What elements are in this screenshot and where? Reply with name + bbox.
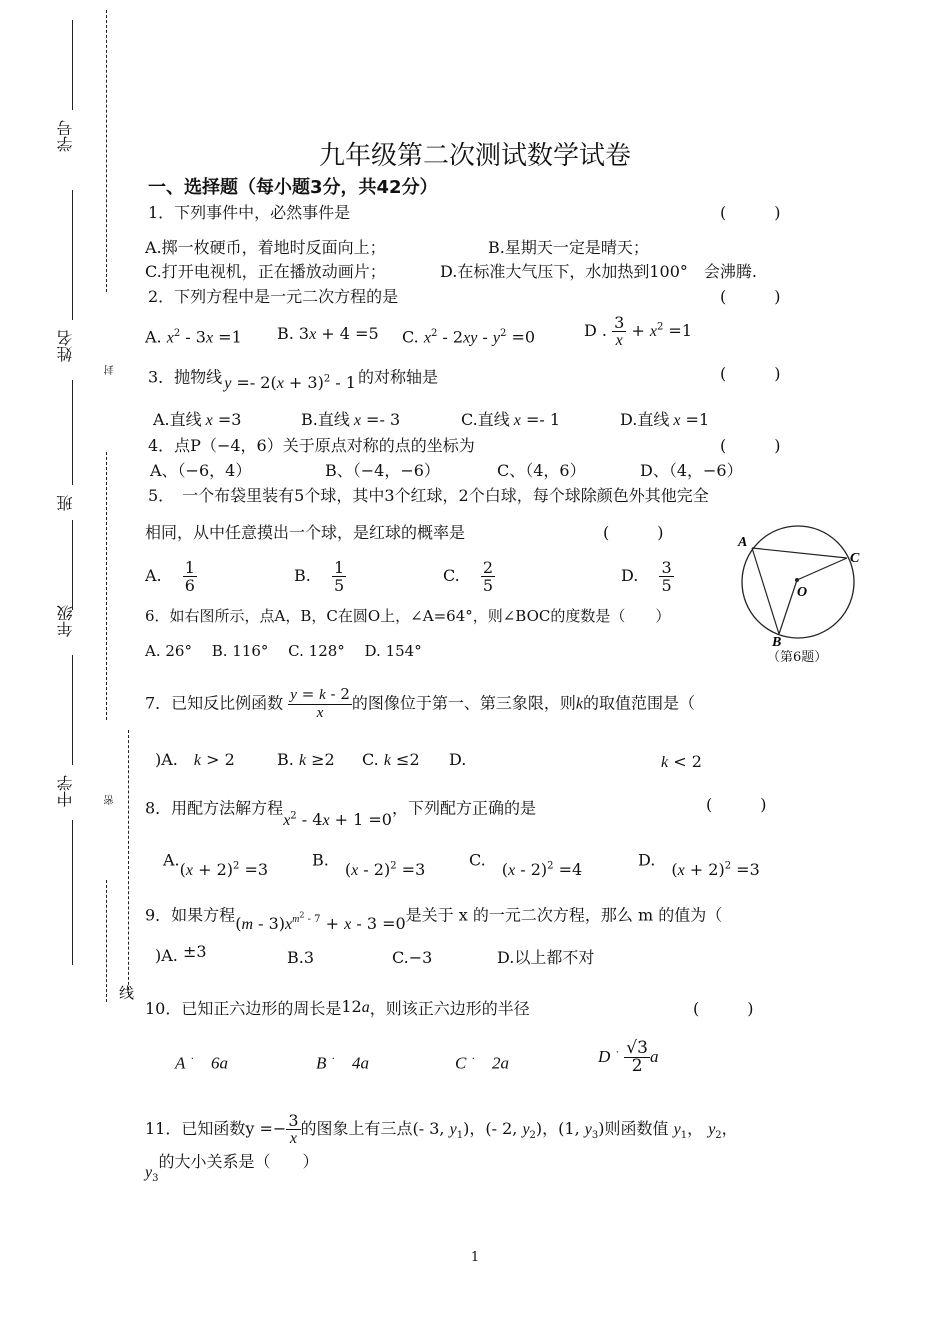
q5-option-d: D. $\frac{3}{5}$ [621,558,672,595]
q9-option-b: B.3 [287,948,315,967]
section-heading: 一、选择题（每小题3分，共42分） [148,177,438,198]
q1-option-c: C.打开电视机，正在播放动画片； [145,262,386,281]
q10-stem: 10．已知正六边形的周长是12a，则该正六边形的半径 [145,997,530,1018]
q7-option-c: C. k ≤2 [362,750,420,769]
q5-option-b: B. $\frac{1}{5}$ [294,558,345,595]
seal-char: 密 [105,795,116,805]
q8-stem: 8．用配方法解方程$x^2 - 4x + 1 =0$，下列配方正确的是 [145,798,536,830]
q3-option-d: D.直线 x =1 [620,410,710,429]
label-grade: 年级 [56,605,75,637]
q1-option-b: B.星期天一定是晴天； [488,238,649,257]
field-line [72,20,73,110]
q9-option-a: )A. ±3 [155,942,207,965]
q6-options: A. 26° B. 116° C. 128° D. 154° [145,642,422,660]
q10-option-a: A · 6a [175,1053,228,1073]
q8-option-c: C. (x - 2)$^2$ =4 [469,850,583,880]
q7-option-b: B. k ≥2 [277,750,335,769]
q3-option-a: A.直线 x =3 [153,410,242,429]
field-line [72,820,73,965]
point-label-o: O [797,585,808,600]
seal-dashed-line [128,730,129,995]
q4-option-b: B、（−4，−6） [325,461,440,480]
q10-option-c: C · 2a [455,1053,509,1073]
q3-stem: 3．抛物线 $y =- 2(x + 3)^2 - 1$ 的对称轴是 [148,367,438,393]
q9-option-c: C.−3 [392,948,433,967]
q5-option-a: A. $\frac{1}{6}$ [145,558,195,595]
q10-option-d: D · $\frac{√3}{2}$ a [598,1038,659,1076]
label-class: 班 [56,495,75,511]
point-label-c: C [850,551,860,566]
q4-option-d: D、（4，−6） [640,461,743,480]
q7-option-d: D. [449,750,467,769]
q11-stem: 11．已知函数y =− $\frac{3}{x}$ 的图象上有三点(- 3, $y_1$)，(- 2, $y_2$)，(1, $y_3$)则函数值 $y_1$， $y_2$， [145,1111,738,1147]
q10-answer-paren: ( ) [693,999,754,1018]
point-label-b: B [772,635,782,650]
field-line [72,380,73,485]
q9-stem: 9．如果方程$(m - 3)x^{m^2 - 7} + x - 3 =0$是关于 x 的一元二次方程，那么 m 的值为（ [145,905,723,933]
q4-stem: 4．点P（−4，6）关于原点对称的点的坐标为 [148,436,475,455]
q2-stem: 2．下列方程中是一元二次方程的是 [148,287,399,306]
q6-stem: 6．如右图所示，点A，B，C在圆O上，∠A=64°，则∠BOC的度数是（ ） [145,607,671,625]
q7-option-a: )A. k > 2 [155,750,235,769]
seal-char: 封 [105,365,116,375]
q2-answer-paren: ( ) [720,287,781,306]
q8-answer-paren: ( ) [706,795,767,814]
point-label-a: A [738,535,748,550]
q1-option-d: D.在标准大气压下，水加热到100° 会沸腾. [440,262,757,281]
q1-answer-paren: ( ) [720,203,781,222]
q1-option-a: A.掷一枚硬币，着地时反面向上； [145,238,386,257]
q2-option-c: C. $x^2 - 2xy - y^2 =0$ [402,327,536,347]
circle-o [742,526,854,638]
q3-option-b: B.直线 x =- 3 [301,410,401,429]
label-student-id: 学号 [56,120,75,152]
q5-stem-line1: 5． 一个布袋里装有5个球，其中3个红球，2个白球，每个球除颜色外其他完全 [148,486,709,505]
seal-dashed-line [106,452,107,720]
seal-dashed-line [106,880,107,1002]
q7-option-d-value: k < 2 [661,752,702,771]
q5-answer-paren: ( ) [603,523,664,542]
q4-option-a: A、（−6，4） [150,461,252,480]
q2-option-d: D . $\frac{3}{x}$ + $x^2 =1$ [584,313,693,349]
q7-stem: 7．已知反比例函数 $\frac{y = k - 2}{x}$ 的图像位于第一、第三象限，则k的取值范围是（ [145,685,696,721]
q10-option-b: B · 4a [316,1053,369,1073]
q1-stem: 1．下列事件中，必然事件是 [148,203,351,222]
q3-answer-paren: ( ) [720,364,781,383]
q2-option-a: A. $x^2 - 3x =1$ [145,327,242,347]
label-school: 中学 [56,775,75,807]
figure-caption: （第6题） [767,650,828,665]
q5-option-c: C. $\frac{2}{5}$ [443,558,494,595]
q4-answer-paren: ( ) [720,436,781,455]
q3-option-c: C.直线 x =- 1 [461,410,561,429]
page-number: 1 [470,1250,480,1265]
q9-option-d: D.以上都不对 [497,948,595,967]
label-name: 姓名 [56,330,75,362]
field-line [72,655,73,765]
field-line [72,520,73,610]
q2-option-b: B. 3x + 4 =5 [277,324,379,343]
page-title: 九年级第二次测试数学试卷 [318,141,631,171]
q8-option-a: $A.(x + 2)^2 =3$ [163,850,269,880]
q8-option-d: D. $(x + 2)^2 =3$ [638,850,760,880]
seal-char: 线 [117,985,135,1000]
q11-line2: $y_3$的大小关系是（ ） [145,1152,319,1185]
field-line [72,190,73,320]
q5-stem-line2: 相同，从中任意摸出一个球，是红球的概率是 [145,523,466,542]
q4-option-c: C、（4，6） [497,461,586,480]
q8-option-b: B. (x - 2)$^2$ =3 [312,850,426,880]
